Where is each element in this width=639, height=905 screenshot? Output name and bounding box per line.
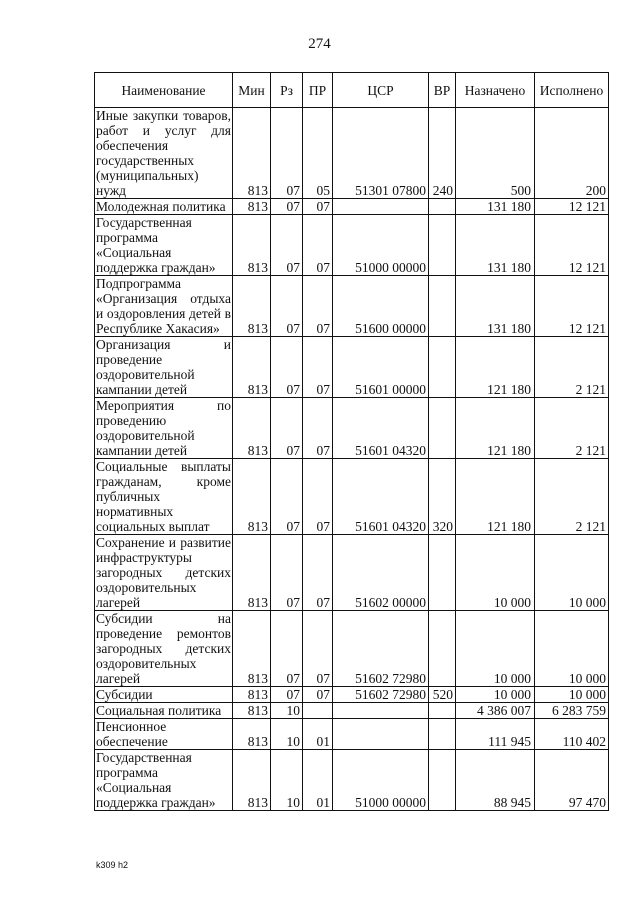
cell-rz: 10 <box>271 750 303 811</box>
cell-csr: 51600 00000 <box>333 276 429 337</box>
cell-vr <box>429 337 456 398</box>
cell-assigned: 121 180 <box>456 398 535 459</box>
table-row <box>95 108 609 199</box>
cell-vr <box>429 719 456 750</box>
table-row <box>95 703 609 719</box>
table-row <box>95 459 609 535</box>
cell-csr <box>333 719 429 750</box>
cell-rz: 10 <box>271 719 303 750</box>
cell-rz: 07 <box>271 108 303 199</box>
footer-code: k309 h2 <box>96 860 129 870</box>
cell-executed: 200 <box>535 108 609 199</box>
cell-executed: 10 000 <box>535 687 609 703</box>
table-row <box>95 215 609 276</box>
cell-pr: 07 <box>303 398 333 459</box>
cell-pr: 07 <box>303 611 333 687</box>
table-header <box>95 73 609 108</box>
cell-pr: 01 <box>303 750 333 811</box>
cell-pr: 07 <box>303 459 333 535</box>
cell-assigned: 131 180 <box>456 199 535 215</box>
table-row <box>95 199 609 215</box>
cell-min: 813 <box>233 750 271 811</box>
cell-name: Пенсионное обеспечение <box>95 719 233 750</box>
cell-executed: 12 121 <box>535 276 609 337</box>
cell-name: Молодежная политика <box>95 199 233 215</box>
cell-csr: 51601 04320 <box>333 398 429 459</box>
cell-csr: 51000 00000 <box>333 750 429 811</box>
cell-vr <box>429 276 456 337</box>
cell-csr: 51601 00000 <box>333 337 429 398</box>
cell-csr: 51301 07800 <box>333 108 429 199</box>
cell-vr: 240 <box>429 108 456 199</box>
cell-name: Мероприятия по проведению оздоровительной кампании детей <box>96 398 231 458</box>
cell-pr: 07 <box>303 337 333 398</box>
cell-assigned: 131 180 <box>456 215 535 276</box>
cell-assigned: 10 000 <box>456 611 535 687</box>
cell-rz: 07 <box>271 687 303 703</box>
cell-executed: 2 121 <box>535 459 609 535</box>
table-row <box>95 687 609 703</box>
cell-assigned: 111 945 <box>456 719 535 750</box>
header-executed: Исполнено <box>535 73 609 108</box>
cell-rz: 07 <box>271 199 303 215</box>
header-vr: ВР <box>429 73 456 108</box>
cell-vr: 320 <box>429 459 456 535</box>
cell-executed: 97 470 <box>535 750 609 811</box>
cell-name: Сохранение и развитие инфраструктуры загородных детских оздоровительных лагерей <box>96 535 231 610</box>
header-min: Мин <box>233 73 271 108</box>
cell-pr <box>303 703 333 719</box>
table-row <box>95 535 609 611</box>
cell-name: Иные закупки товаров, работ и услуг для обеспечения государственных (муниципальных) нужд <box>96 108 231 198</box>
cell-assigned: 131 180 <box>456 276 535 337</box>
cell-min: 813 <box>233 199 271 215</box>
cell-name: Организация и проведение оздоровительной кампании детей <box>96 337 231 397</box>
cell-min: 813 <box>233 398 271 459</box>
cell-vr <box>429 215 456 276</box>
cell-vr <box>429 703 456 719</box>
cell-csr: 51602 72980 <box>333 687 429 703</box>
header-assigned: Назначено <box>456 73 535 108</box>
cell-name: Социальные выплаты гражданам, кроме публичных нормативных социальных выплат <box>96 459 231 534</box>
cell-executed: 110 402 <box>535 719 609 750</box>
cell-assigned: 4 386 007 <box>456 703 535 719</box>
cell-rz: 07 <box>271 215 303 276</box>
cell-csr: 51602 00000 <box>333 535 429 611</box>
cell-executed: 12 121 <box>535 215 609 276</box>
cell-min: 813 <box>233 108 271 199</box>
cell-name: Субсидии <box>95 687 233 703</box>
cell-min: 813 <box>233 215 271 276</box>
cell-pr: 07 <box>303 535 333 611</box>
cell-rz: 07 <box>271 398 303 459</box>
cell-rz: 07 <box>271 611 303 687</box>
header-row <box>95 73 609 108</box>
cell-csr: 51602 72980 <box>333 611 429 687</box>
cell-rz: 10 <box>271 703 303 719</box>
table-body <box>95 108 609 811</box>
cell-min: 813 <box>233 703 271 719</box>
cell-csr: 51000 00000 <box>333 215 429 276</box>
cell-rz: 07 <box>271 276 303 337</box>
cell-executed: 10 000 <box>535 611 609 687</box>
cell-min: 813 <box>233 719 271 750</box>
table-row <box>95 611 609 687</box>
cell-vr <box>429 199 456 215</box>
cell-min: 813 <box>233 459 271 535</box>
cell-executed: 6 283 759 <box>535 703 609 719</box>
table-row <box>95 337 609 398</box>
cell-vr <box>429 750 456 811</box>
cell-pr: 05 <box>303 108 333 199</box>
cell-pr: 07 <box>303 215 333 276</box>
cell-min: 813 <box>233 276 271 337</box>
cell-name: Подпрограмма «Организация отдыха и оздоровления детей в Республике Хакасия» <box>96 276 231 336</box>
cell-vr <box>429 398 456 459</box>
cell-assigned: 10 000 <box>456 687 535 703</box>
cell-min: 813 <box>233 337 271 398</box>
cell-pr: 07 <box>303 199 333 215</box>
header-csr: ЦСР <box>333 73 429 108</box>
cell-assigned: 121 180 <box>456 459 535 535</box>
cell-name: Государственная программа «Социальная поддержка граждан» <box>95 750 233 811</box>
cell-rz: 07 <box>271 535 303 611</box>
cell-pr: 07 <box>303 687 333 703</box>
cell-vr <box>429 611 456 687</box>
cell-csr <box>333 703 429 719</box>
cell-assigned: 10 000 <box>456 535 535 611</box>
cell-rz: 07 <box>271 459 303 535</box>
cell-vr <box>429 535 456 611</box>
table-row <box>95 719 609 750</box>
cell-executed: 12 121 <box>535 199 609 215</box>
cell-executed: 2 121 <box>535 398 609 459</box>
header-pr: ПР <box>303 73 333 108</box>
header-rz: Рз <box>271 73 303 108</box>
header-name: Наименование <box>95 73 233 108</box>
cell-name: Социальная политика <box>95 703 233 719</box>
cell-assigned: 88 945 <box>456 750 535 811</box>
cell-min: 813 <box>233 611 271 687</box>
cell-csr: 51601 04320 <box>333 459 429 535</box>
cell-assigned: 500 <box>456 108 535 199</box>
cell-min: 813 <box>233 535 271 611</box>
cell-name: Субсидии на проведение ремонтов загородных детских оздоровительных лагерей <box>96 611 231 686</box>
page-number: 274 <box>308 36 331 52</box>
cell-name: Государственная программа «Социальная поддержка граждан» <box>95 215 233 276</box>
cell-csr <box>333 199 429 215</box>
table-row <box>95 276 609 337</box>
cell-vr: 520 <box>429 687 456 703</box>
cell-pr: 07 <box>303 276 333 337</box>
cell-executed: 10 000 <box>535 535 609 611</box>
table-row <box>95 750 609 811</box>
cell-assigned: 121 180 <box>456 337 535 398</box>
table-row <box>95 398 609 459</box>
cell-min: 813 <box>233 687 271 703</box>
cell-executed: 2 121 <box>535 337 609 398</box>
cell-pr: 01 <box>303 719 333 750</box>
cell-rz: 07 <box>271 337 303 398</box>
budget-table <box>94 72 609 811</box>
